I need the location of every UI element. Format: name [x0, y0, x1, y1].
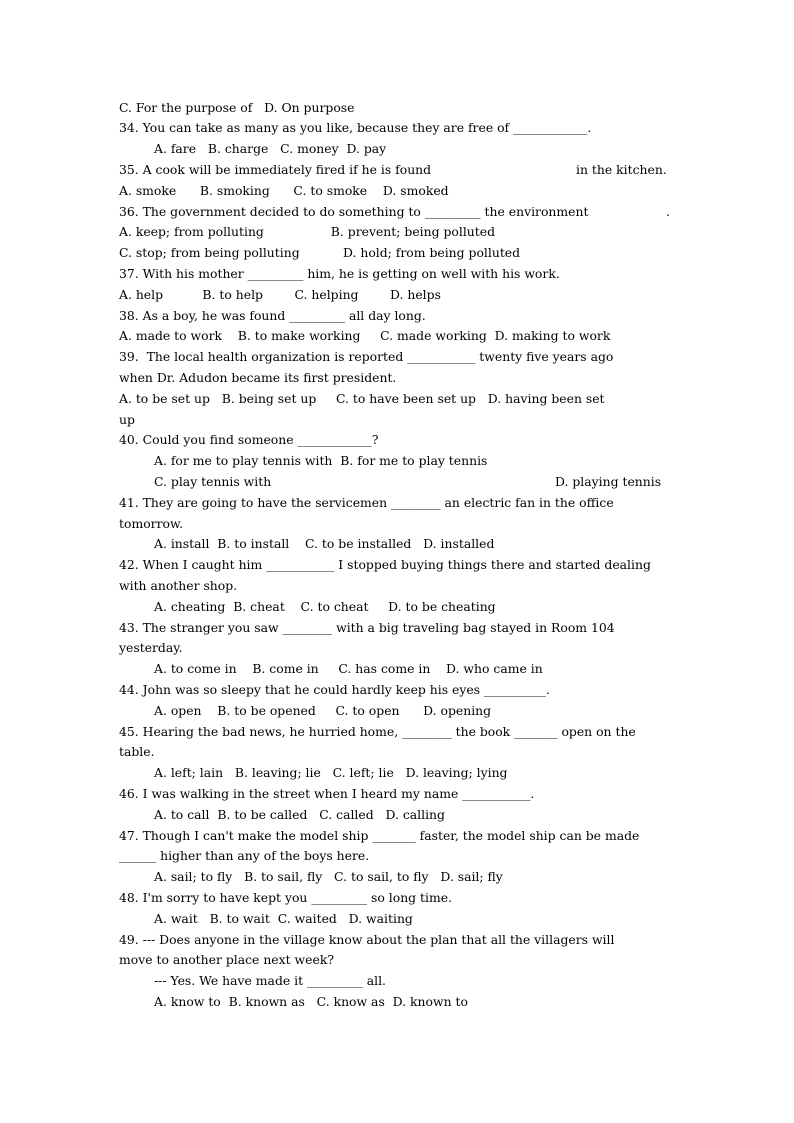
options-44: A. open B. to be opened C. to open D. opening — [154, 703, 492, 718]
question-42: 42. When I caught him ___________ I stopped buying things there and started dealing — [119, 557, 651, 572]
options-40-c: C. play tennis with — [154, 474, 272, 489]
question-39: 39. The local health organization is reported ___________ twenty five years ago — [119, 349, 614, 364]
options-34: A. fare B. charge C. money D. pay — [154, 141, 387, 156]
question-45: 45. Hearing the bad news, he hurried home, ________ the book _______ open on the — [119, 724, 636, 739]
question-38: 38. As a boy, he was found _________ all day long. — [119, 308, 426, 323]
options-49: A. know to B. known as C. know as D. known to — [154, 994, 468, 1009]
question-47-cont: ______ higher than any of the boys here. — [119, 848, 370, 863]
options-48: A. wait B. to wait C. waited D. waiting — [154, 911, 413, 926]
options-36-ab: A. keep; from polluting B. prevent; being polluted — [119, 224, 496, 239]
options-40-ab: A. for me to play tennis with B. for me to play tennis — [154, 453, 488, 468]
question-35: 35. A cook will be immediately fired if he is found — [119, 162, 432, 177]
question-42-cont: with another shop. — [119, 578, 238, 593]
question-46: 46. I was walking in the street when I heard my name ___________. — [119, 786, 535, 801]
options-43: A. to come in B. come in C. has come in D. who came in — [154, 661, 543, 676]
options-41: A. install B. to install C. to be installed D. installed — [154, 536, 495, 551]
question-35-tail: in the kitchen. — [576, 162, 667, 177]
options-36-cd: C. stop; from being polluting D. hold; from being polluted — [119, 245, 521, 260]
question-34: 34. You can take as many as you like, because they are free of ____________. — [119, 120, 592, 135]
options-39: A. to be set up B. being set up C. to have been set up D. having been set — [119, 391, 605, 406]
options-38: A. made to work B. to make working C. made working D. making to work — [119, 328, 611, 343]
question-47: 47. Though I can't make the model ship _______ faster, the model ship can be made — [119, 828, 640, 843]
options-47: A. sail; to fly B. to sail, fly C. to sail, to fly D. sail; fly — [154, 869, 503, 884]
question-43: 43. The stranger you saw ________ with a big traveling bag stayed in Room 104 — [119, 620, 615, 635]
options-45: A. left; lain B. leaving; lie C. left; lie D. leaving; lying — [154, 765, 508, 780]
question-36: 36. The government decided to do something to _________ the environment — [119, 204, 589, 219]
question-44: 44. John was so sleepy that he could hardly keep his eyes __________. — [119, 682, 550, 697]
text-line: C. For the purpose of D. On purpose — [119, 100, 355, 115]
question-49: 49. --- Does anyone in the village know about the plan that all the villagers will — [119, 932, 615, 947]
question-39-cont: when Dr. Adudon became its first president. — [119, 370, 397, 385]
question-40: 40. Could you find someone ____________? — [119, 432, 379, 447]
question-43-cont: yesterday. — [119, 640, 183, 655]
options-42: A. cheating B. cheat C. to cheat D. to be cheating — [154, 599, 496, 614]
question-41-cont: tomorrow. — [119, 516, 184, 531]
question-48: 48. I'm sorry to have kept you _________ so long time. — [119, 890, 453, 905]
options-35: A. smoke B. smoking C. to smoke D. smoked — [119, 183, 449, 198]
question-41: 41. They are going to have the servicemen ________ an electric fan in the office — [119, 495, 614, 510]
question-45-cont: table. — [119, 744, 155, 759]
question-49-cont: move to another place next week? — [119, 952, 334, 967]
options-46: A. to call B. to be called C. called D. calling — [154, 807, 445, 822]
options-37: A. help B. to help C. helping D. helps — [119, 287, 441, 302]
question-37: 37. With his mother _________ him, he is getting on well with his work. — [119, 266, 560, 281]
options-40-d: D. playing tennis — [555, 474, 662, 489]
options-39-cont: up — [119, 412, 135, 427]
question-49-reply: --- Yes. We have made it _________ all. — [154, 973, 386, 988]
question-36-tail: . — [666, 204, 670, 219]
